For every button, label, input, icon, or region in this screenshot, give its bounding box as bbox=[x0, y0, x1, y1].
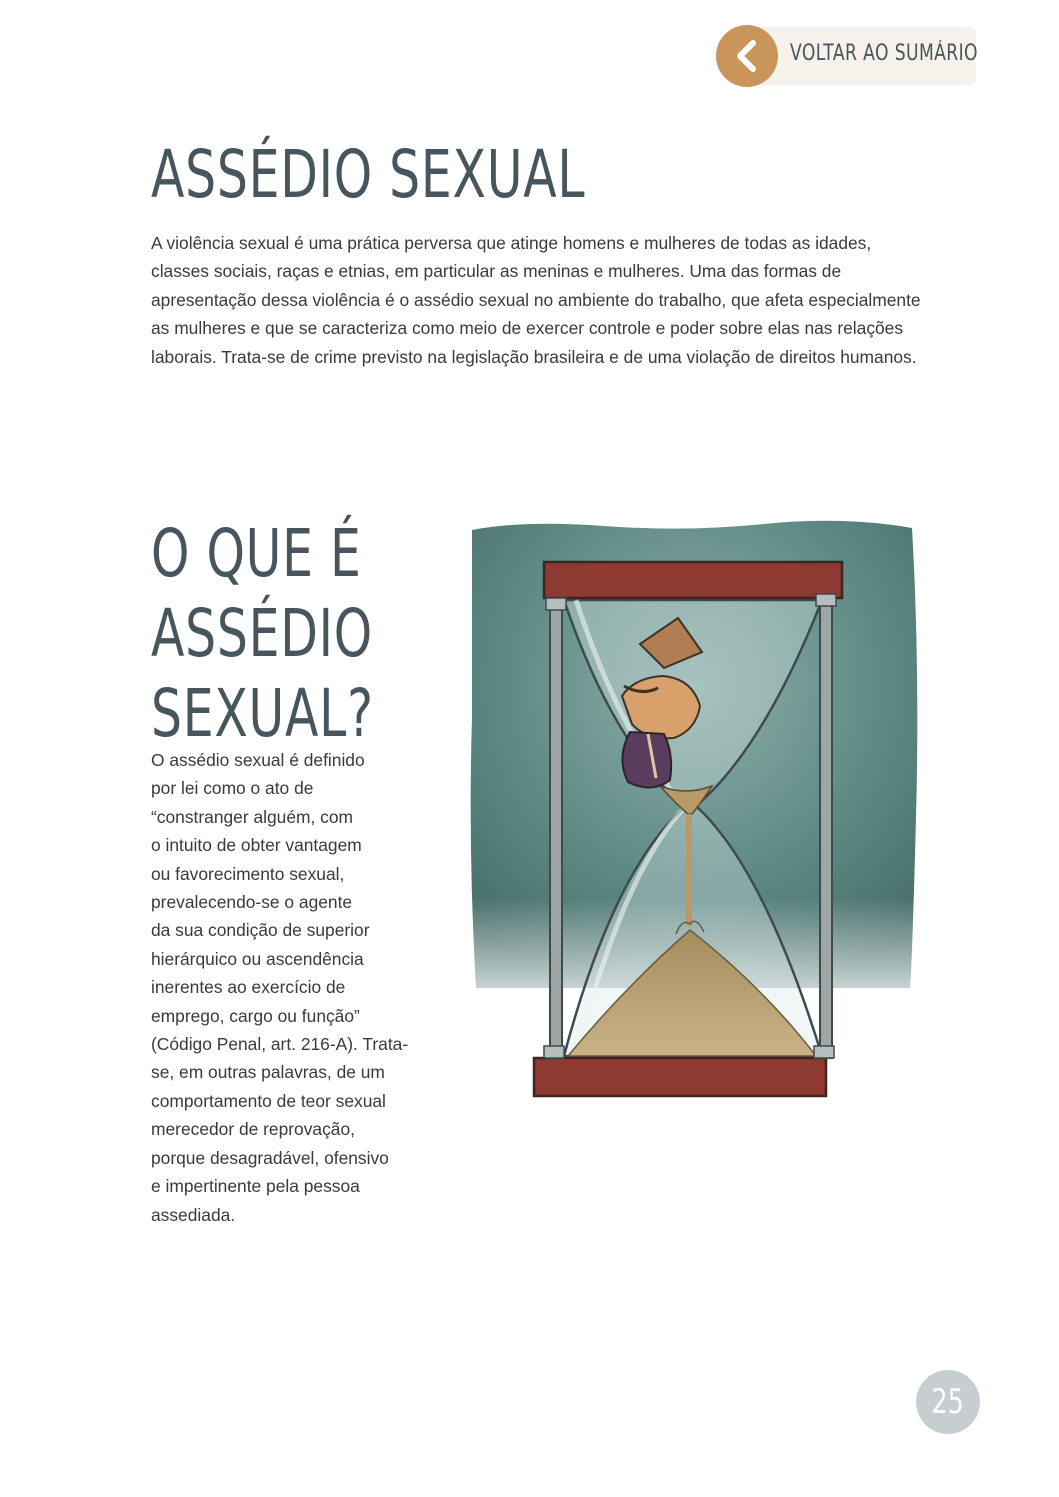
intro-paragraph: A violência sexual é uma prática perversa que atinge homens e mulheres de todas as idades, classes sociais, raças e etnias, em particular as meninas e mulheres. Uma das formas de apresentação dessa violência é o assédio sexual no ambiente do trabalho, que afeta especialmente as mulheres e que se caracteriza como meio de exercer controle e poder sobre elas nas relações laborais. Trata-se de crime previsto na legislação brasileira e de uma violação de direitos humanos. bbox=[151, 233, 921, 367]
back-button-circle bbox=[716, 25, 778, 87]
page-title: ASSÉDIO SEXUAL bbox=[151, 136, 586, 213]
hourglass-illustration bbox=[464, 518, 922, 1128]
section-title-line: ASSÉDIO bbox=[151, 595, 373, 672]
section-title bbox=[151, 514, 374, 754]
back-button-label: VOLTAR AO SUMÁRIO bbox=[790, 41, 978, 66]
back-to-summary-button[interactable] bbox=[716, 25, 976, 87]
page-number-badge bbox=[916, 1370, 980, 1434]
chevron-left-icon bbox=[732, 39, 762, 73]
section-title-line: O QUE É bbox=[151, 515, 362, 592]
definition-paragraph: O assédio sexual é definido por lei como o ato de “constranger alguém, com o intuito de obter vantagem ou favorecimento sexual, prevalecendo-se o agente da sua condição de superior hierárquico ou ascendência inerentes ao exercício de emprego, cargo ou função” (Código Penal, art. 216-A). Trata- se, em outras palavras, de um comportamento de teor sexual merecedor de reprovação, porque desagradável, ofensivo e impertinente pela pessoa assediada. bbox=[151, 750, 409, 1225]
page-number: 25 bbox=[931, 1382, 965, 1422]
section-title-line: SEXUAL? bbox=[151, 675, 374, 752]
